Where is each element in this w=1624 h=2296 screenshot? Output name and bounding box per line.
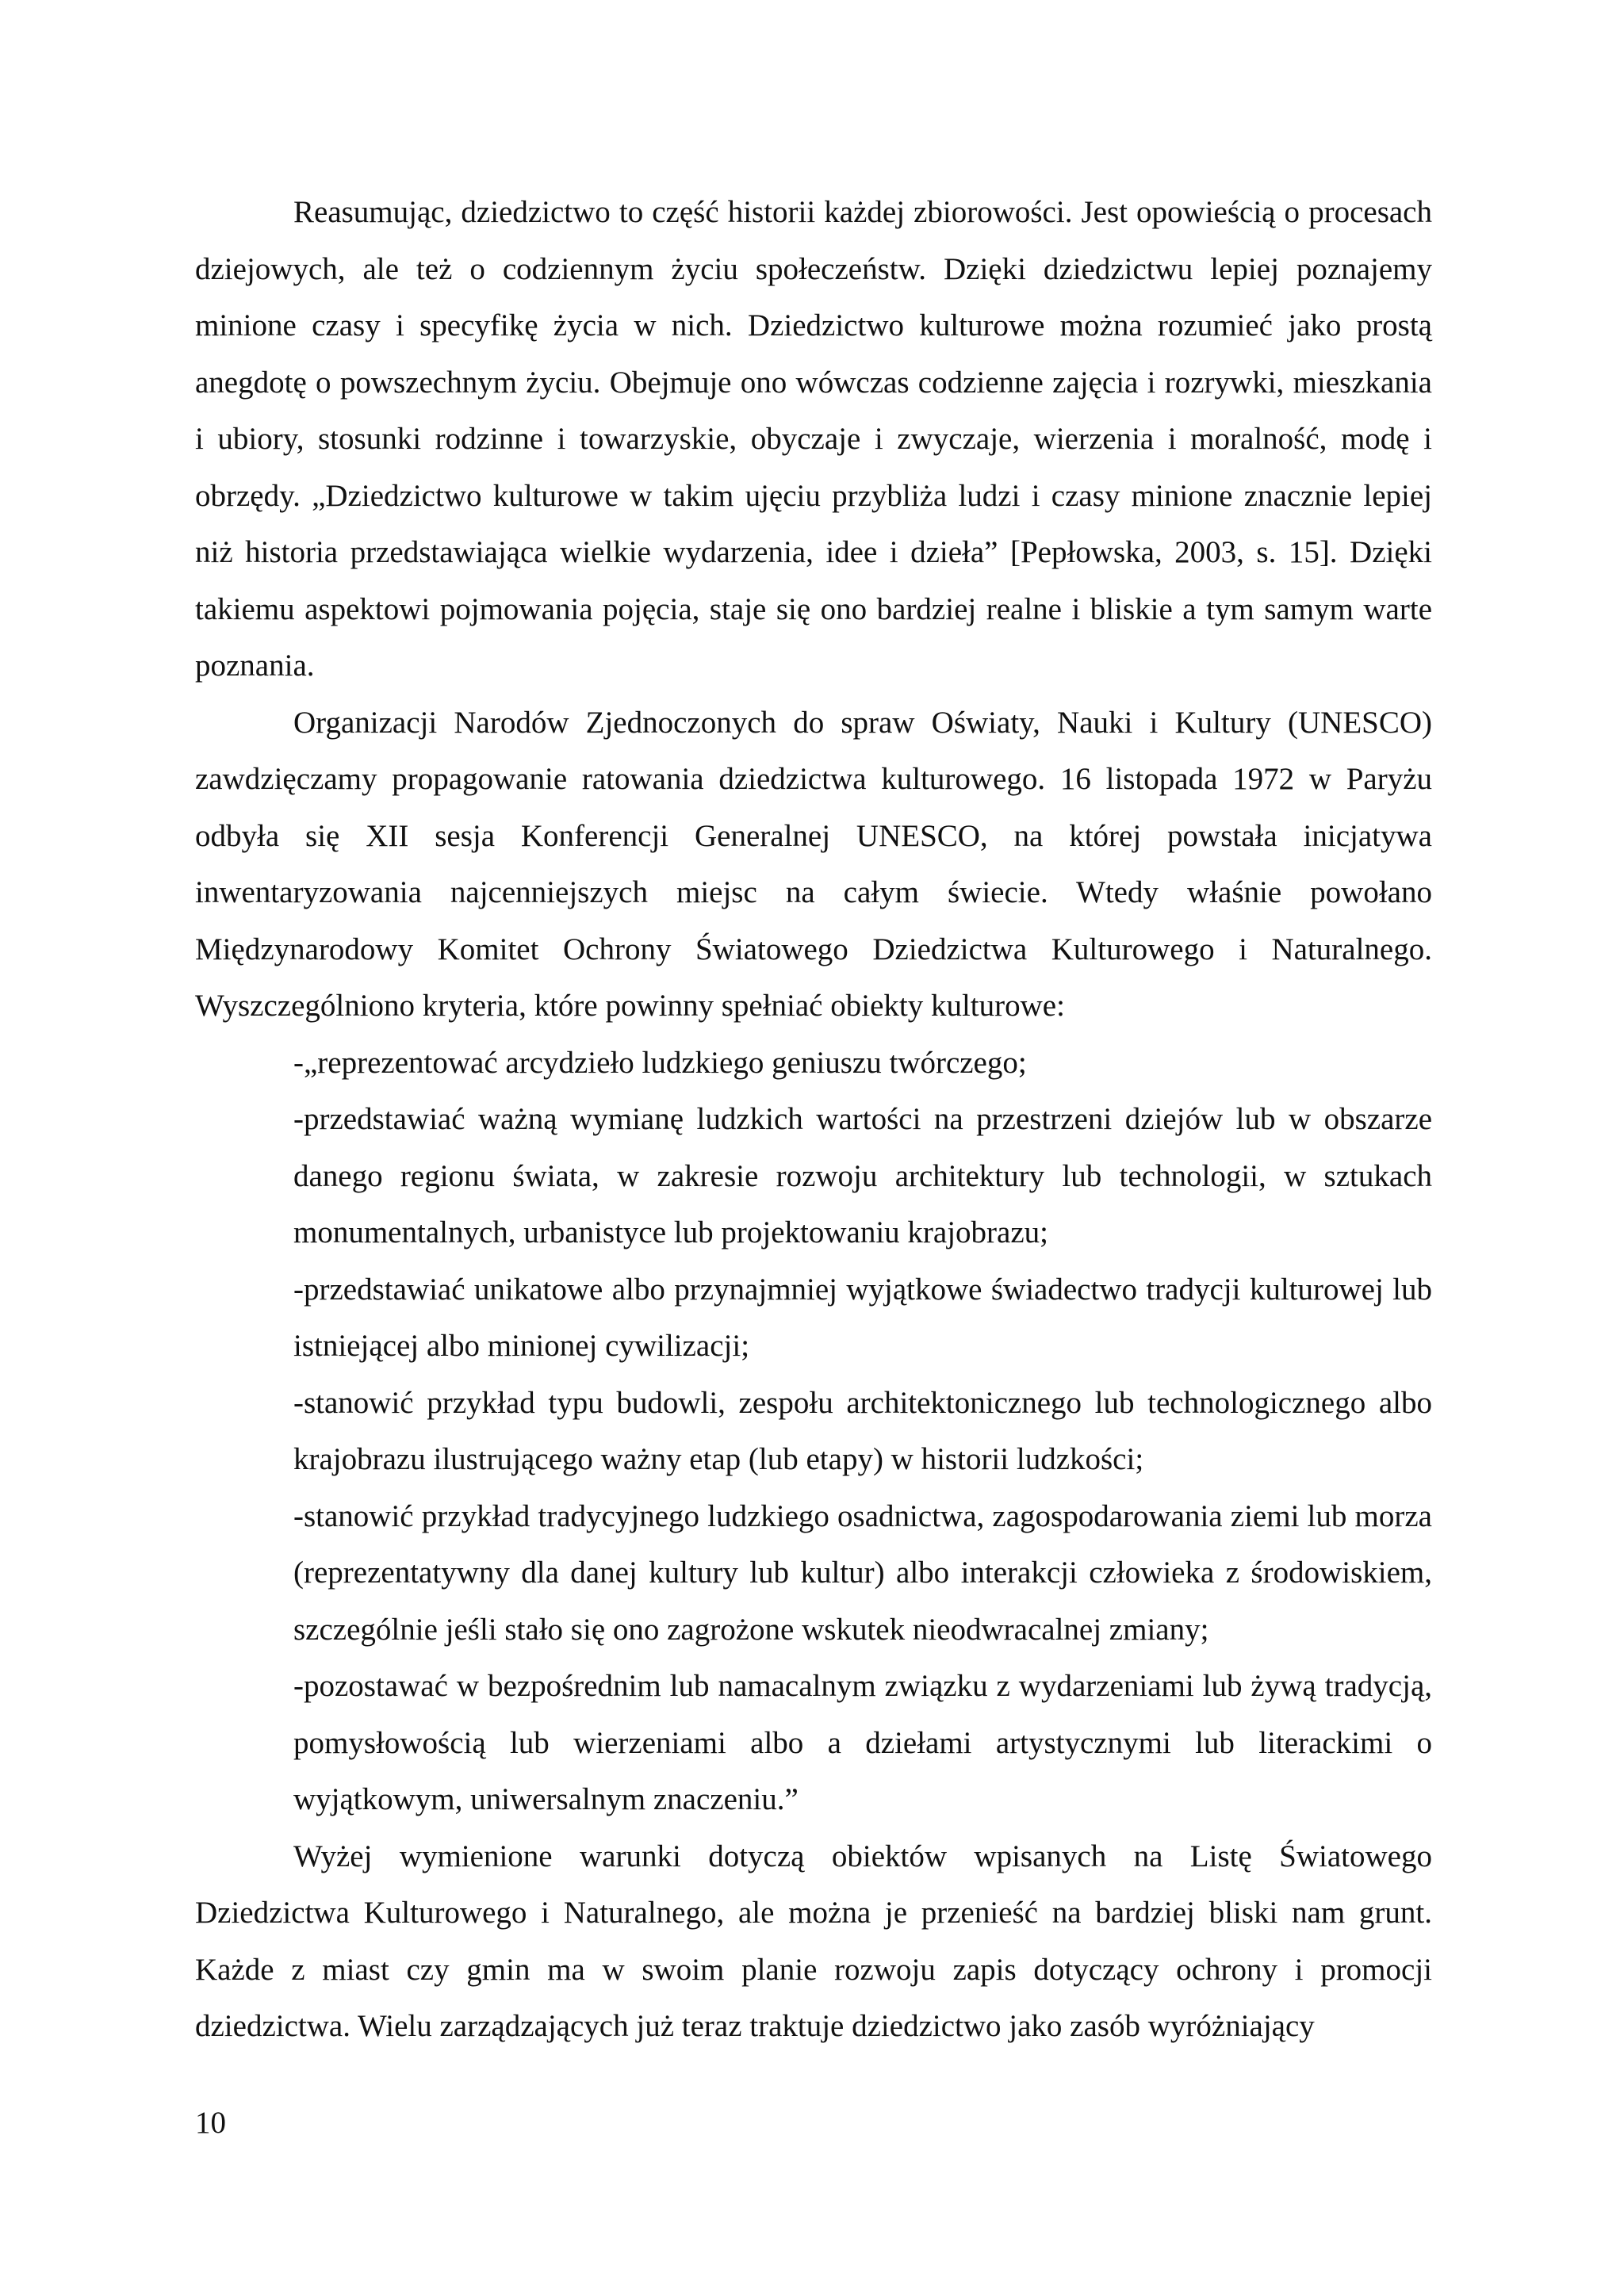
paragraph-heritage-summary: Reasumując, dziedzictwo to część historii każdej zbiorowości. Jest opowieścią o procesach dziejowych, ale też o codziennym życiu społeczeństw. Dzięki dziedzictwu lepiej poznajemy minione czasy i specyfikę życia w nich. Dziedzictwo kulturowe można rozumieć jako prostą anegdotę o powszechnym życiu. Obejmuje ono wówczas codzienne zajęcia i rozrywki, mieszkania i ubiory, stosunki rodzinne i towarzyskie, obyczaje i zwyczaje, wierzenia i moralność, modę i obrzędy. „Dziedzictwo kulturowe w takim ujęciu przybliża ludzi i czasy minione znacznie lepiej niż historia przedstawiająca wielkie wydarzenia, idee i dzieła” [Pepłowska, 2003, s. 15]. Dzięki takiemu aspektowi pojmowania pojęcia, staje się ono bardziej realne i bliskie a tym samym warte poznania. — [195, 195, 1432, 683]
criteria-item: -stanowić przykład tradycyjnego ludzkiego osadnictwa, zagospodarowania ziemi lub morza (reprezentatywny dla danej kultury lub kultur) albo interakcji człowieka z środowiskiem, szczególnie jeśli stało się ono zagrożone wskutek nieodwracalnej zmiany; — [293, 1498, 1432, 1647]
criteria-list — [195, 1035, 1432, 1828]
paragraph-local-heritage: Wyżej wymienione warunki dotyczą obiektów wpisanych na Listę Światowego Dziedzictwa Kulturowego i Naturalnego, ale można je przenieść na bardziej bliski nam grunt. Każde z miast czy gmin ma w swoim planie rozwoju zapis dotyczący ochrony i promocji dziedzictwa. Wielu zarządzających już teraz traktuje dziedzictwo jako zasób wyróżniający — [195, 1839, 1432, 2043]
criteria-item: -przedstawiać unikatowe albo przynajmniej wyjątkowe świadectwo tradycji kulturowej lub istniejącej albo minionej cywilizacji; — [293, 1272, 1432, 1363]
criteria-item: -„reprezentować arcydzieło ludzkiego geniuszu twórczego; — [293, 1045, 1027, 1080]
paragraph-unesco: Organizacji Narodów Zjednoczonych do spraw Oświaty, Nauki i Kultury (UNESCO) zawdzięczamy propagowanie ratowania dziedzictwa kulturowego. 16 listopada 1972 w Paryżu odbyła się XII sesja Konferencji Generalnej UNESCO, na której powstała inicjatywa inwentaryzowania najcenniejszych miejsc na całym świecie. Wtedy właśnie powołano Międzynarodowy Komitet Ochrony Światowego Dziedzictwa Kulturowego i Naturalnego. Wyszczególniono kryteria, które powinny spełniać obiekty kulturowe: — [195, 705, 1432, 1023]
page-number: 10 — [195, 2106, 226, 2140]
criteria-item: -przedstawiać ważną wymianę ludzkich wartości na przestrzeni dziejów lub w obszarze danego regionu świata, w zakresie rozwoju architektury lub technologii, w sztukach monumentalnych, urbanistyce lub projektowaniu krajobrazu; — [293, 1102, 1432, 1249]
criteria-item: -pozostawać w bezpośrednim lub namacalnym związku z wydarzeniami lub żywą tradycją, pomysłowością lub wierzeniami albo a dziełami artystycznymi lub literackimi o wyjątkowym, uniwersalnym znaczeniu.” — [293, 1669, 1432, 1816]
criteria-item: -stanowić przykład typu budowli, zespołu architektonicznego lub technologicznego albo krajobrazu ilustrującego ważny etap (lub etapy) w historii ludzkości; — [293, 1385, 1432, 1476]
page-body — [195, 184, 1432, 2055]
